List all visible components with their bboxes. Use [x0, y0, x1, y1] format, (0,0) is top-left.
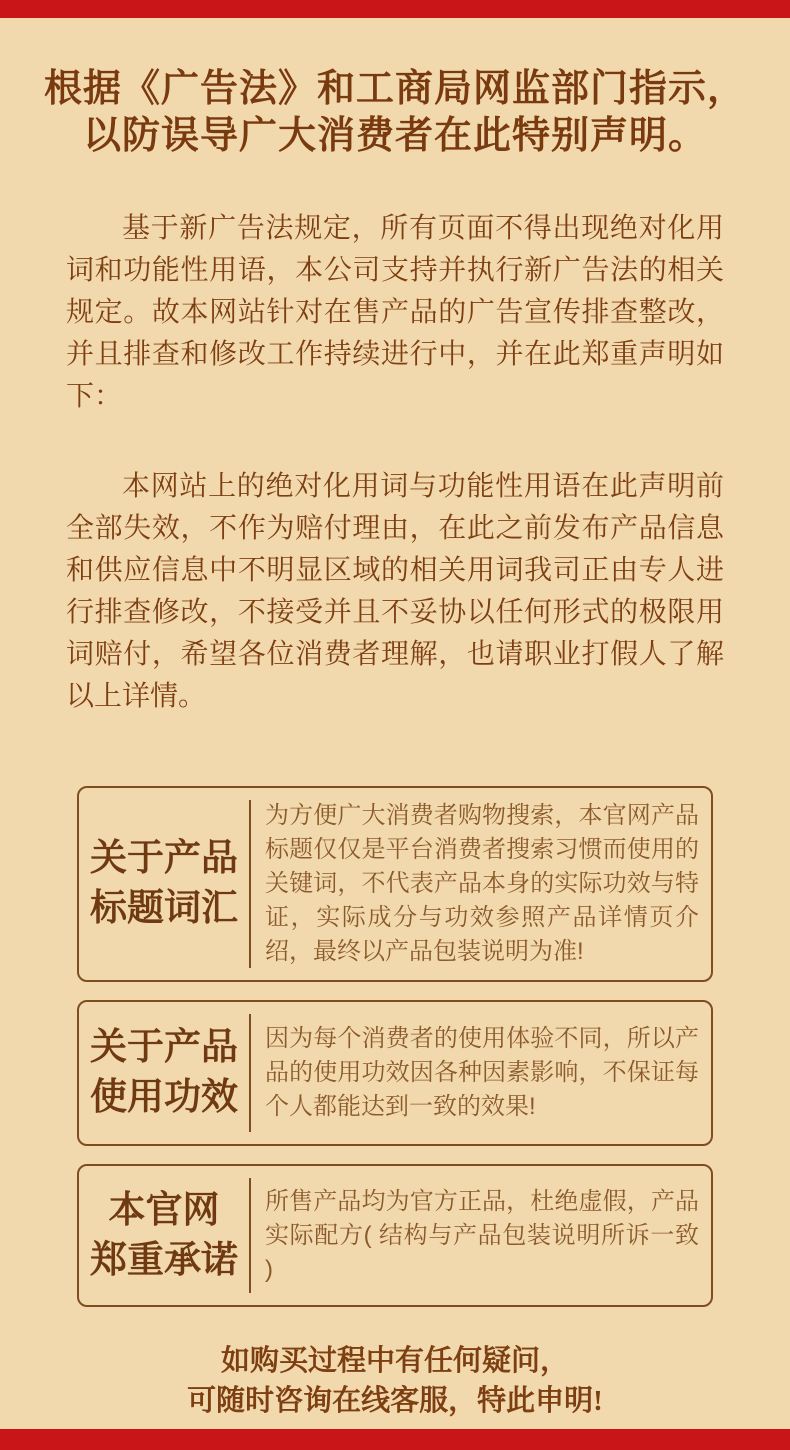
- notice-box-text: 所售产品均为官方正品，杜绝虚假，产品实际配方( 结构与产品包装说明所诉一致 ): [265, 1187, 699, 1283]
- notice-box-label-line-2: 郑重承诺: [90, 1239, 238, 1281]
- notice-box-label-line-2: 使用功效: [90, 1077, 238, 1118]
- bottom-red-band: [0, 1429, 790, 1450]
- title-line-1: 根据《广告法》和工商局网监部门指示，: [43, 68, 746, 110]
- notice-box-label-line-2: 标题词汇: [90, 888, 238, 929]
- notice-box-text: 为方便广大消费者购物搜索，本官网产品标题仅仅是平台消费者搜索习惯而使用的关键词，不代表产品本身的实际功效与特证，实际成分与功效参照产品详情页介绍，最终以产品包装说明为准!: [265, 802, 699, 965]
- page-title: [20, 66, 770, 160]
- notice-box-text: 因为每个消费者的使用体验不同，所以产品的使用功效因各种因素影响，不保证每个人都能达到一致的效果!: [265, 1025, 699, 1120]
- top-red-band: [0, 0, 790, 18]
- notice-box-label-line-1: 关于产品: [90, 1027, 238, 1068]
- notice-box-label-line-1: 本官网: [108, 1189, 220, 1231]
- title-line-2: 以防误导广大消费者在此特别声明。: [82, 115, 707, 157]
- notice-box-label: [79, 1023, 249, 1123]
- notice-box-official-promise: [77, 1164, 713, 1307]
- footer-line-1: 如购买过程中有任何疑问，: [220, 1345, 569, 1377]
- footer-note: [0, 1341, 790, 1421]
- notice-box-product-effect: [77, 1000, 713, 1146]
- notice-box-product-title: [77, 786, 713, 982]
- notice-box-label-line-1: 关于产品: [90, 838, 238, 879]
- footer-line-2: 可随时咨询在线客服，特此申明!: [187, 1385, 603, 1417]
- statement-paragraph: 本网站上的绝对化用词与功能性用语在此声明前全部失效，不作为赔付理由，在此之前发布产品信息和供应信息中不明显区域的相关用词我司正由专人进行排查修改，不接受并且不妥协以任何形式的极限用词赔付，希望各位消费者理解，也请职业打假人了解以上详情。: [66, 471, 724, 712]
- notice-box-label: [79, 1186, 249, 1286]
- notice-box-label: [79, 834, 249, 934]
- intro-paragraph: 基于新广告法规定，所有页面不得出现绝对化用词和功能性用语，本公司支持并执行新广告法的相关规定。故本网站针对在售产品的广告宣传排查整改，并且排查和修改工作持续进行中，并在此郑重声明如下：: [66, 213, 724, 412]
